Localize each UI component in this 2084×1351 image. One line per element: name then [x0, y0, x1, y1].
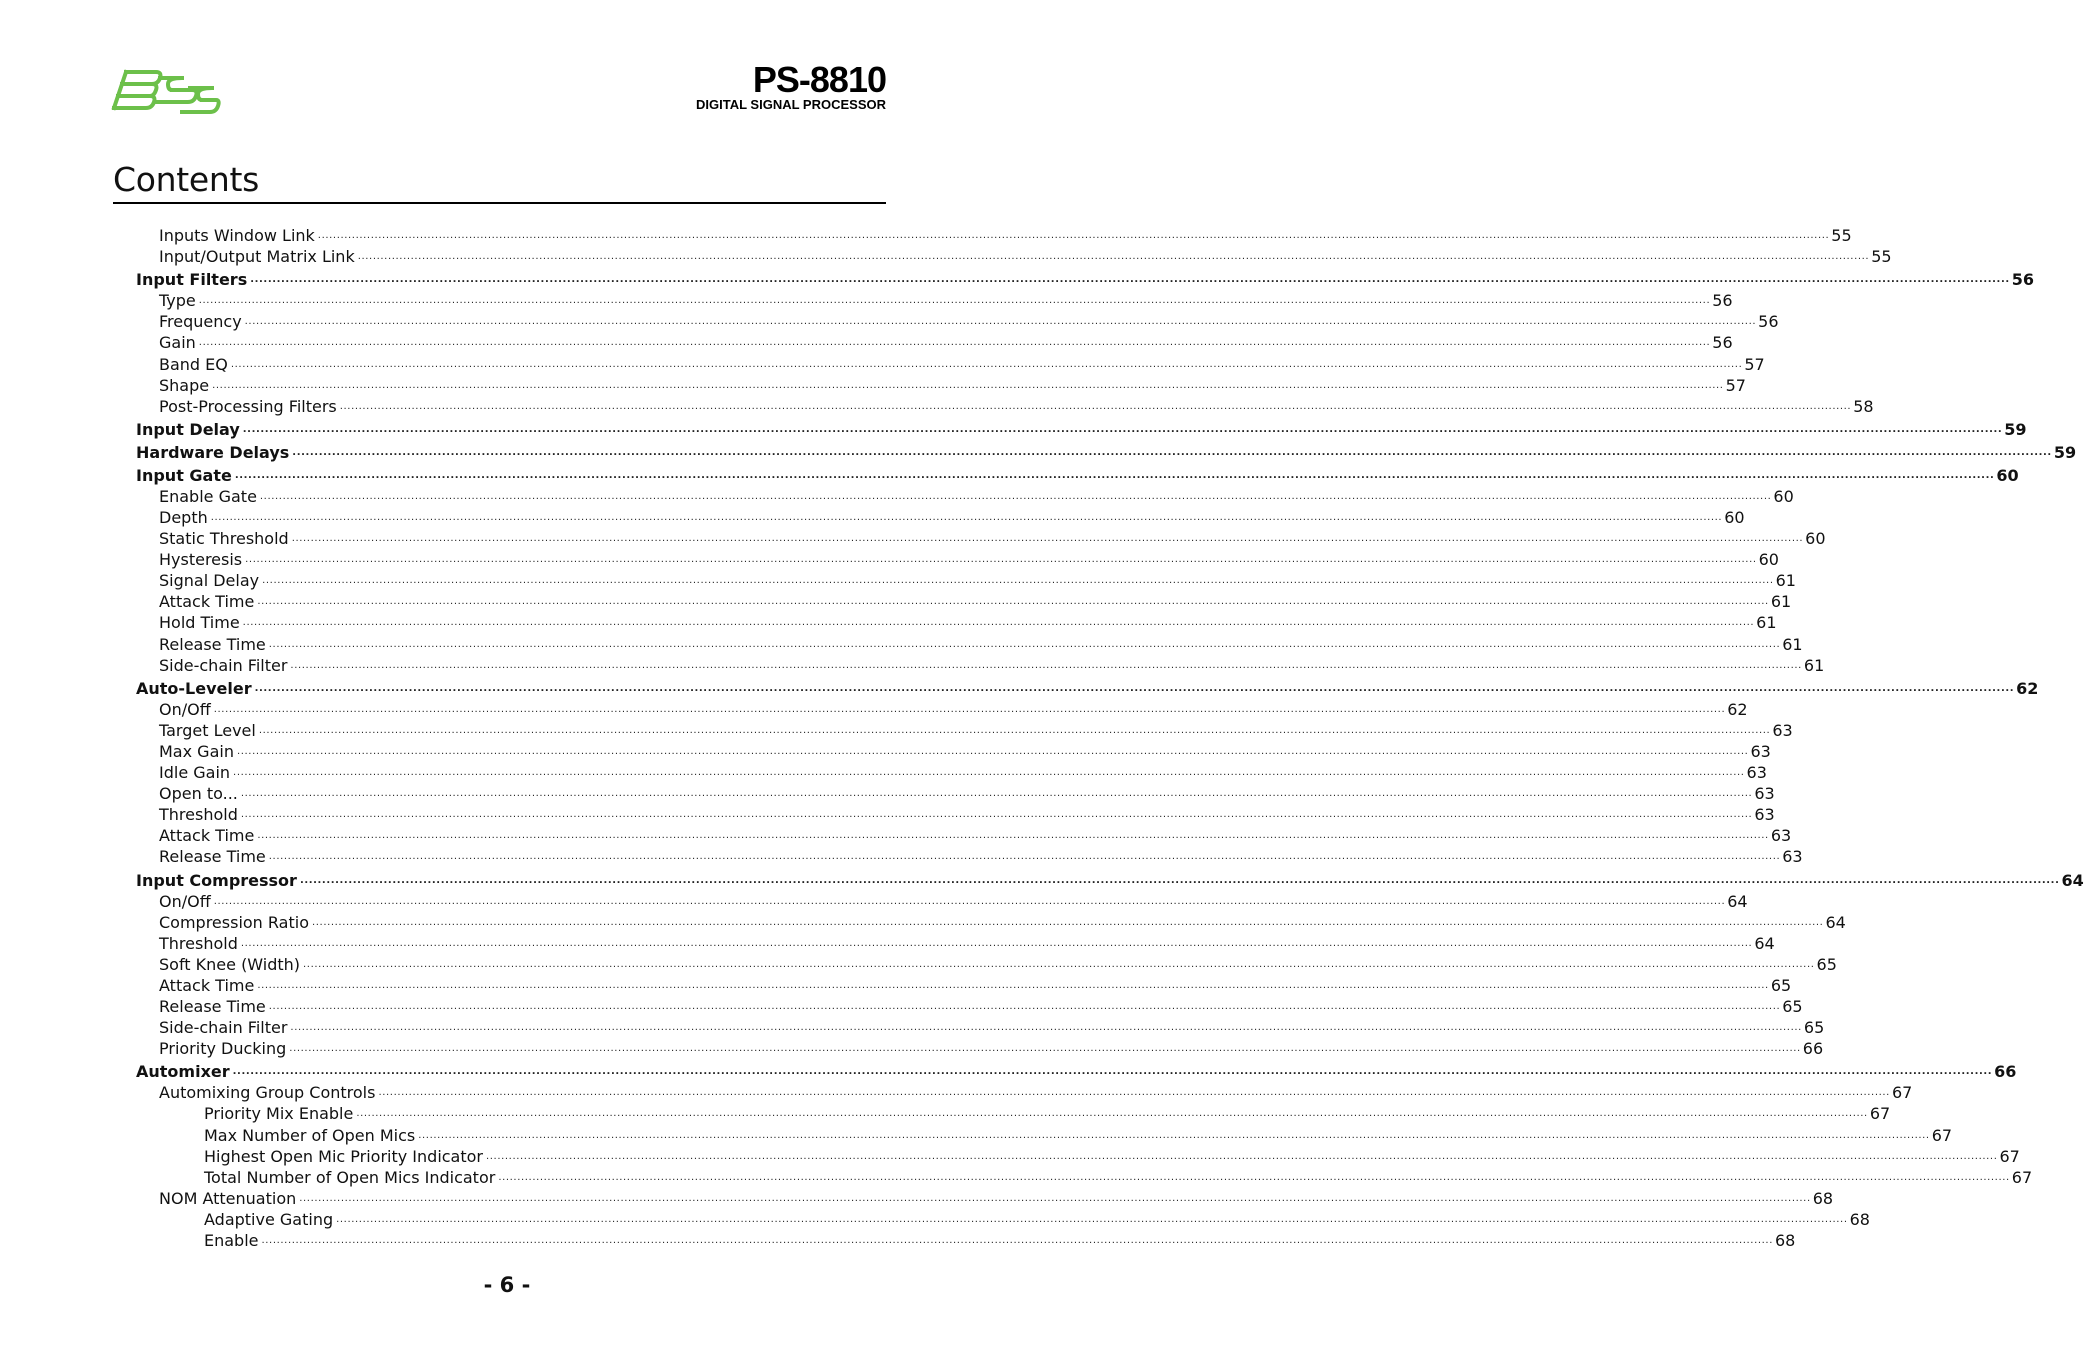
toc-entry-label: Enable [204, 1231, 259, 1251]
toc-entry[interactable] [159, 611, 1777, 633]
toc-entry[interactable] [159, 395, 1874, 417]
toc-entry-label: Input Delay [136, 420, 240, 439]
toc-leader-dots: ................................................................................................................................................................................................................................................................................................................................................................................................................ [210, 512, 1723, 524]
toc-entry[interactable] [159, 569, 1796, 591]
toc-leader-dots: ................................................................................................................................................................................................................................................................................................................................................................................................................ [291, 533, 1804, 545]
toc-entry-page: 56 [1712, 291, 1733, 311]
toc-entry-label: Gain [159, 333, 196, 353]
toc-entry-label: Max Number of Open Mics [204, 1126, 416, 1146]
toc-leader-dots: ................................................................................................................................................................................................................................................................................................................................................................................................................ [356, 1108, 1868, 1120]
toc-leader-dots: ................................................................................................................................................................................................................................................................................................................................................................................................................ [311, 917, 1824, 929]
toc-entry-page: 68 [1812, 1189, 1834, 1209]
toc-leader-dots: ................................................................................................................................................................................................................................................................................................................................................................................................................ [317, 230, 1830, 242]
toc-entry-label: Threshold [159, 805, 238, 825]
toc-entry-page: 56 [1712, 333, 1733, 353]
toc-entry[interactable] [159, 974, 1792, 996]
product-subtitle: DIGITAL SIGNAL PROCESSOR [696, 97, 886, 112]
toc-leader-dots: ................................................................................................................................................................................................................................................................................................................................................................................................................ [303, 959, 1815, 971]
toc-entry-label: NOM Attenuation [159, 1189, 297, 1209]
toc-entry-page: 63 [1754, 805, 1775, 825]
toc-entry-label: Input/Output Matrix Link [159, 247, 355, 267]
toc-entry-label: Release Time [159, 635, 266, 655]
toc-entry-label: Input Gate [136, 466, 232, 485]
toc-entry-label: Auto-Leveler [136, 679, 252, 698]
toc-entry-label: Input Filters [136, 270, 248, 289]
toc-entry-page: 67 [2011, 1168, 2033, 1188]
toc-entry-label: Shape [159, 376, 210, 396]
toc-entry[interactable] [159, 995, 1803, 1017]
toc-leader-dots: ................................................................................................................................................................................................................................................................................................................................................................................................................ [268, 639, 1781, 651]
toc-entry-label: Frequency [159, 312, 242, 332]
toc-entry[interactable] [159, 289, 1733, 311]
toc-entry[interactable] [204, 1229, 1796, 1251]
toc-entry[interactable] [159, 824, 1792, 846]
toc-entry-page: 57 [1744, 355, 1765, 375]
toc-leader-dots: ................................................................................................................................................................................................................................................................................................................................................................................................................ [257, 830, 1769, 842]
toc-leader-dots: ................................................................................................................................................................................................................................................................................................................................................................................................................ [198, 295, 1711, 307]
toc-entry-label: Release Time [159, 997, 266, 1017]
toc-section-entry[interactable] [136, 1058, 2017, 1081]
toc-entry-page: 60 [1805, 529, 1826, 549]
toc-leader-dots: ................................................................................................................................................................................................................................................................................................................................................................................................................ [261, 1235, 1773, 1247]
toc-entry-page: 61 [1756, 613, 1777, 633]
toc-leader-dots: ................................................................................................................................................................................................................................................................................................................................................................................................................ [292, 447, 2052, 458]
toc-leader-dots: ................................................................................................................................................................................................................................................................................................................................................................................................................ [486, 1151, 1998, 1163]
toc-entry[interactable] [159, 506, 1745, 528]
toc-entry-page: 64 [1754, 934, 1775, 954]
toc-entry-page: 68 [1774, 1231, 1796, 1251]
toc-entry-page: 55 [1831, 226, 1852, 246]
toc-entry[interactable] [204, 1102, 1891, 1124]
toc-leader-dots: ................................................................................................................................................................................................................................................................................................................................................................................................................ [289, 1043, 1801, 1055]
toc-section-entry[interactable] [136, 266, 2035, 289]
toc-entry-label: Total Number of Open Mics Indicator [204, 1168, 496, 1188]
toc-entry-label: Soft Knee (Width) [159, 955, 301, 975]
toc-entry[interactable] [159, 353, 1765, 375]
toc-leader-dots: ................................................................................................................................................................................................................................................................................................................................................................................................................ [290, 1022, 1802, 1034]
title-divider [113, 202, 886, 204]
toc-entry-label: Hysteresis [159, 550, 243, 570]
product-name: PS-8810 [752, 59, 886, 100]
toc-entry-page: 58 [1853, 397, 1874, 417]
toc-entry-page: 56 [1758, 312, 1779, 332]
toc-entry-page: 60 [1724, 508, 1745, 528]
toc-entry-page: 63 [1750, 742, 1771, 762]
toc-leader-dots: ................................................................................................................................................................................................................................................................................................................................................................................................................ [230, 359, 1743, 371]
toc-entry[interactable] [159, 310, 1779, 332]
toc-entry-label: Automixer [136, 1062, 230, 1081]
toc-entry-page: 61 [1775, 571, 1796, 591]
toc-entry-page: 66 [1802, 1039, 1824, 1059]
toc-leader-dots: ................................................................................................................................................................................................................................................................................................................................................................................................................ [212, 380, 1724, 392]
toc-entry-page: 61 [1803, 656, 1825, 676]
toc-section-entry[interactable] [136, 462, 2019, 485]
toc-entry-page: 65 [1803, 1018, 1825, 1038]
toc-entry-label: Post-Processing Filters [159, 397, 337, 417]
toc-entry[interactable] [159, 485, 1794, 507]
toc-entry-label: Type [159, 291, 196, 311]
toc-leader-dots: ................................................................................................................................................................................................................................................................................................................................................................................................................ [232, 1066, 1993, 1077]
toc-entry-page: 65 [1782, 997, 1803, 1017]
toc-entry[interactable] [159, 633, 1803, 655]
toc-entry-label: Compression Ratio [159, 913, 309, 933]
toc-leader-dots: ................................................................................................................................................................................................................................................................................................................................................................................................................ [240, 938, 1753, 950]
toc-entry-page: 56 [2011, 270, 2035, 289]
toc-entry-label: Priority Ducking [159, 1039, 287, 1059]
toc-entry-label: Inputs Window Link [159, 226, 315, 246]
toc-entry-label: Side-chain Filter [159, 1018, 288, 1038]
toc-entry-page: 64 [1825, 913, 1846, 933]
toc-entry[interactable] [159, 845, 1803, 867]
toc-entry[interactable] [204, 1145, 2020, 1167]
toc-leader-dots: ................................................................................................................................................................................................................................................................................................................................................................................................................ [498, 1172, 2010, 1184]
toc-entry[interactable] [159, 527, 1826, 549]
toc-leader-dots: ................................................................................................................................................................................................................................................................................................................................................................................................................ [258, 725, 1771, 737]
toc-entry[interactable] [159, 761, 1767, 783]
toc-leader-dots: ................................................................................................................................................................................................................................................................................................................................................................................................................ [257, 980, 1769, 992]
toc-entry[interactable] [159, 740, 1771, 762]
toc-entry-page: 59 [2004, 420, 2027, 439]
toc-entry[interactable] [159, 654, 1825, 676]
toc-entry-label: Attack Time [159, 826, 255, 846]
toc-section-entry[interactable] [136, 867, 2084, 890]
toc-entry[interactable] [159, 890, 1748, 912]
toc-leader-dots: ................................................................................................................................................................................................................................................................................................................................................................................................................ [268, 1001, 1781, 1013]
toc-entry-label: Side-chain Filter [159, 656, 288, 676]
toc-entry-label: Signal Delay [159, 571, 260, 591]
toc-entry-label: On/Off [159, 700, 211, 720]
toc-leader-dots: ................................................................................................................................................................................................................................................................................................................................................................................................................ [198, 337, 1711, 349]
toc-entry-page: 60 [1758, 550, 1779, 570]
toc-leader-dots: ................................................................................................................................................................................................................................................................................................................................................................................................................ [339, 401, 1852, 413]
toc-leader-dots: ................................................................................................................................................................................................................................................................................................................................................................................................................ [254, 683, 2015, 694]
toc-entry-label: Priority Mix Enable [204, 1104, 354, 1124]
toc-entry-page: 63 [1772, 721, 1793, 741]
toc-entry-label: Target Level [159, 721, 256, 741]
toc-leader-dots: ................................................................................................................................................................................................................................................................................................................................................................................................................ [236, 746, 1749, 758]
toc-leader-dots: ................................................................................................................................................................................................................................................................................................................................................................................................................ [240, 788, 1753, 800]
toc-section-entry[interactable] [136, 439, 2077, 462]
toc-entry-label: On/Off [159, 892, 211, 912]
toc-entry-label: Hardware Delays [136, 443, 290, 462]
toc-entry[interactable] [159, 1187, 1834, 1209]
toc-entry-label: Adaptive Gating [204, 1210, 334, 1230]
toc-leader-dots: ................................................................................................................................................................................................................................................................................................................................................................................................................ [257, 596, 1769, 608]
toc-entry-page: 68 [1849, 1210, 1870, 1230]
toc-entry-page: 62 [2016, 679, 2039, 698]
toc-leader-dots: ................................................................................................................................................................................................................................................................................................................................................................................................................ [357, 251, 1870, 263]
toc-entry-page: 64 [1727, 892, 1748, 912]
product-header [696, 59, 886, 112]
toc-entry-page: 61 [1770, 592, 1792, 612]
toc-entry[interactable] [159, 803, 1775, 825]
toc-entry[interactable] [159, 698, 1748, 720]
toc-entry-page: 65 [1770, 976, 1792, 996]
page-title: Contents [113, 160, 260, 199]
toc-leader-dots: ................................................................................................................................................................................................................................................................................................................................................................................................................ [299, 875, 2060, 886]
toc-entry-label: Automixing Group Controls [159, 1083, 376, 1103]
toc-entry-page: 64 [2061, 871, 2084, 890]
toc-entry-label: Depth [159, 508, 208, 528]
toc-leader-dots: ................................................................................................................................................................................................................................................................................................................................................................................................................ [250, 274, 2010, 285]
toc-entry-page: 60 [1996, 466, 2019, 485]
toc-entry[interactable] [159, 1016, 1825, 1038]
toc-leader-dots: ................................................................................................................................................................................................................................................................................................................................................................................................................ [259, 491, 1772, 503]
toc-leader-dots: ................................................................................................................................................................................................................................................................................................................................................................................................................ [213, 704, 1726, 716]
toc-leader-dots: ................................................................................................................................................................................................................................................................................................................................................................................................................ [290, 660, 1802, 672]
toc-entry[interactable] [204, 1124, 1953, 1146]
toc-entry-page: 60 [1773, 487, 1794, 507]
toc-entry-label: Max Gain [159, 742, 234, 762]
toc-entry-page: 67 [1869, 1104, 1891, 1124]
toc-entry-page: 62 [1727, 700, 1748, 720]
toc-entry[interactable] [159, 374, 1746, 396]
toc-leader-dots: ................................................................................................................................................................................................................................................................................................................................................................................................................ [233, 767, 1745, 779]
toc-entry-label: Release Time [159, 847, 266, 867]
toc-entry-label: Highest Open Mic Priority Indicator [204, 1147, 483, 1167]
toc-section-entry[interactable] [136, 416, 2027, 439]
toc-entry-label: Hold Time [159, 613, 240, 633]
toc-entry-label: Input Compressor [136, 871, 297, 890]
toc-leader-dots: ................................................................................................................................................................................................................................................................................................................................................................................................................ [299, 1193, 1811, 1205]
toc-entry-page: 59 [2053, 443, 2077, 462]
toc-leader-dots: ................................................................................................................................................................................................................................................................................................................................................................................................................ [336, 1214, 1848, 1226]
toc-entry-page: 63 [1754, 784, 1775, 804]
toc-entry[interactable] [159, 1037, 1824, 1059]
toc-entry[interactable] [159, 548, 1779, 570]
toc-entry[interactable] [159, 245, 1892, 267]
toc-leader-dots: ................................................................................................................................................................................................................................................................................................................................................................................................................ [378, 1087, 1890, 1099]
toc-entry[interactable] [159, 932, 1775, 954]
toc-entry-page: 67 [1891, 1083, 1913, 1103]
toc-leader-dots: ................................................................................................................................................................................................................................................................................................................................................................................................................ [418, 1130, 1930, 1142]
toc-entry-label: Threshold [159, 934, 238, 954]
toc-entry-page: 67 [1999, 1147, 2020, 1167]
toc-entry[interactable] [159, 590, 1792, 612]
toc-entry-page: 63 [1770, 826, 1792, 846]
toc-entry-page: 66 [1994, 1062, 2017, 1081]
toc-entry-page: 61 [1782, 635, 1803, 655]
toc-entry-page: 63 [1746, 763, 1767, 783]
toc-leader-dots: ................................................................................................................................................................................................................................................................................................................................................................................................................ [240, 809, 1753, 821]
toc-leader-dots: ................................................................................................................................................................................................................................................................................................................................................................................................................ [234, 470, 1995, 481]
toc-entry[interactable] [159, 331, 1733, 353]
toc-entry[interactable] [159, 911, 1846, 933]
toc-entry-label: Attack Time [159, 592, 255, 612]
toc-entry[interactable] [159, 1081, 1913, 1103]
toc-entry-page: 57 [1725, 376, 1746, 396]
toc-leader-dots: ................................................................................................................................................................................................................................................................................................................................................................................................................ [242, 617, 1755, 629]
toc-leader-dots: ................................................................................................................................................................................................................................................................................................................................................................................................................ [244, 316, 1757, 328]
toc-entry[interactable] [204, 1166, 2033, 1188]
toc-entry-label: Band EQ [159, 355, 228, 375]
toc-leader-dots: ................................................................................................................................................................................................................................................................................................................................................................................................................ [262, 575, 1774, 587]
toc-leader-dots: ................................................................................................................................................................................................................................................................................................................................................................................................................ [268, 851, 1781, 863]
toc-entry-label: Enable Gate [159, 487, 257, 507]
toc-leader-dots: ................................................................................................................................................................................................................................................................................................................................................................................................................ [213, 896, 1726, 908]
page-number: - 6 - [483, 1273, 531, 1297]
toc-entry-label: Static Threshold [159, 529, 289, 549]
toc-entry[interactable] [204, 1208, 1870, 1230]
toc-entry[interactable] [159, 224, 1852, 246]
toc-entry-page: 55 [1871, 247, 1892, 267]
toc-entry[interactable] [159, 782, 1775, 804]
toc-entry-page: 65 [1816, 955, 1837, 975]
toc-leader-dots: ................................................................................................................................................................................................................................................................................................................................................................................................................ [245, 554, 1757, 566]
toc-entry-page: 67 [1931, 1126, 1953, 1146]
toc-section-entry[interactable] [136, 675, 2039, 698]
toc-entry[interactable] [159, 953, 1837, 975]
toc-entry-page: 63 [1782, 847, 1803, 867]
toc-entry-label: Idle Gain [159, 763, 231, 783]
toc-entry-label: Open to... [159, 784, 238, 804]
toc-entry-label: Attack Time [159, 976, 255, 996]
toc-entry[interactable] [159, 719, 1793, 741]
toc-leader-dots: ................................................................................................................................................................................................................................................................................................................................................................................................................ [242, 424, 2003, 435]
bss-logo-icon [112, 66, 218, 114]
